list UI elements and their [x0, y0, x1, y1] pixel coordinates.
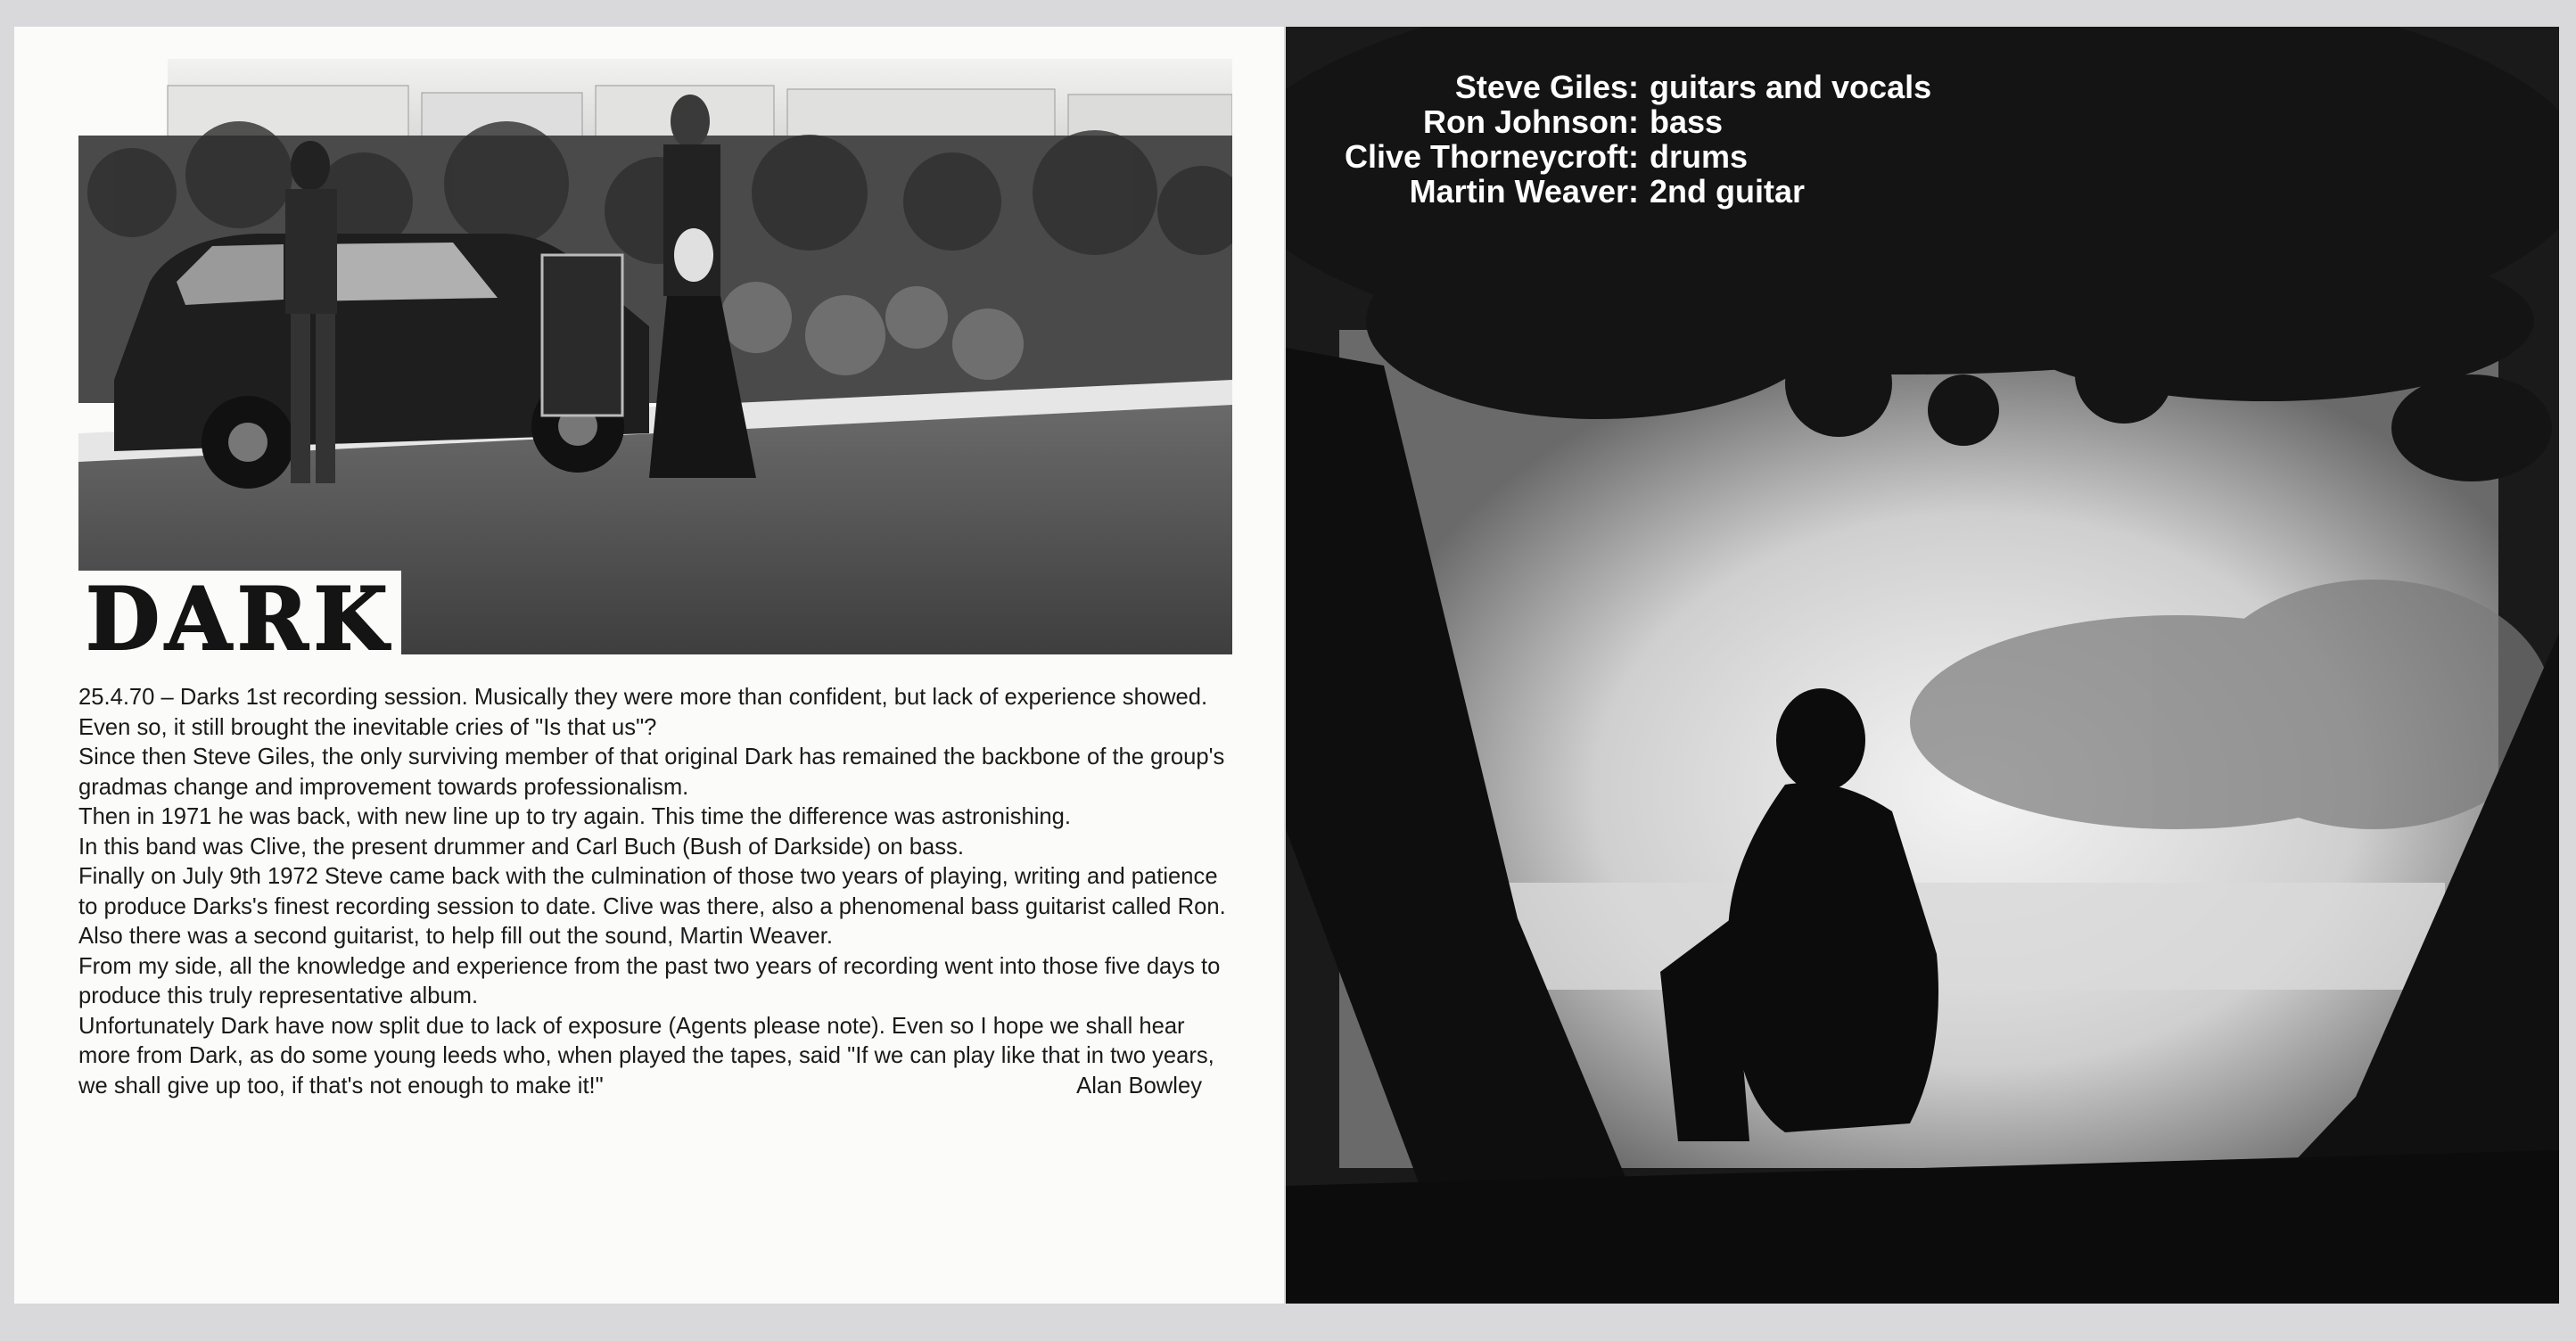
dark-logo-graphic — [78, 571, 401, 663]
credit-row — [1286, 139, 2559, 174]
liner-paragraph: Then in 1971 he was back, with new line up to try again. This time the difference was astronishing. — [78, 804, 1072, 829]
liner-paragraph: Since then Steve Giles, the only surviving member of that original Dark has remained the backbone of the group's gradmas change and improvement towards professionalism. — [78, 745, 1225, 800]
liner-paragraph: From my side, all the knowledge and experience from the past two years of recording went into those five days to produce this truly representative album. — [78, 953, 1221, 1008]
liner-paragraph: Finally on July 9th 1972 Steve came back with the culmination of those two years of playing, writing and patience to produce Darks's finest recording session to date. Clive was there, also a phenomenal bass guitarist called Ron. Also there was a second guitarist, to help fill out the sound, Martin Weaver. — [78, 864, 1226, 949]
riverside-photo — [1286, 27, 2559, 1304]
liner-notes — [78, 683, 1238, 1101]
author-signature: Alan Bowley — [1076, 1073, 1202, 1098]
member-role: bass — [1650, 103, 1724, 140]
credit-row — [1286, 70, 2559, 104]
member-role: guitars and vocals — [1650, 69, 1932, 105]
dark-logo — [78, 571, 401, 663]
member-name: Martin Weaver: — [1409, 173, 1639, 210]
member-name: Clive Thorneycroft: — [1344, 138, 1639, 175]
liner-paragraph: In this band was Clive, the present drummer and Carl Buch (Bush of Darkside) on bass. — [78, 834, 964, 860]
member-role: 2nd guitar — [1650, 173, 1806, 210]
member-role: drums — [1650, 138, 1749, 175]
riverside-photo-graphic — [1286, 27, 2559, 1304]
right-page — [1286, 27, 2559, 1304]
left-page — [14, 27, 1284, 1304]
liner-paragraph-last — [78, 1012, 1238, 1102]
liner-paragraph: Unfortunately Dark have now split due to lack of exposure (Agents please note). Even so I hope we shall hear more from Dark, as do some young leeds who, when played the tapes, said "If we can play like that in two years, we shall give up too, if that's not enough to make it!" — [78, 1013, 1214, 1098]
band-car-photo-graphic — [78, 59, 1232, 654]
liner-paragraph: 25.4.70 – Darks 1st recording session. Musically they were more than confident, but lack of experience showed. Even so, it still brought the inevitable cries of "Is that us"? — [78, 685, 1208, 740]
band-credits — [1286, 70, 2559, 209]
credit-row — [1286, 104, 2559, 139]
member-name: Steve Giles: — [1454, 69, 1639, 105]
member-name: Ron Johnson: — [1423, 103, 1639, 140]
credit-row — [1286, 174, 2559, 209]
band-car-photo — [78, 59, 1232, 654]
dark-logo-text: DARK — [86, 571, 393, 663]
